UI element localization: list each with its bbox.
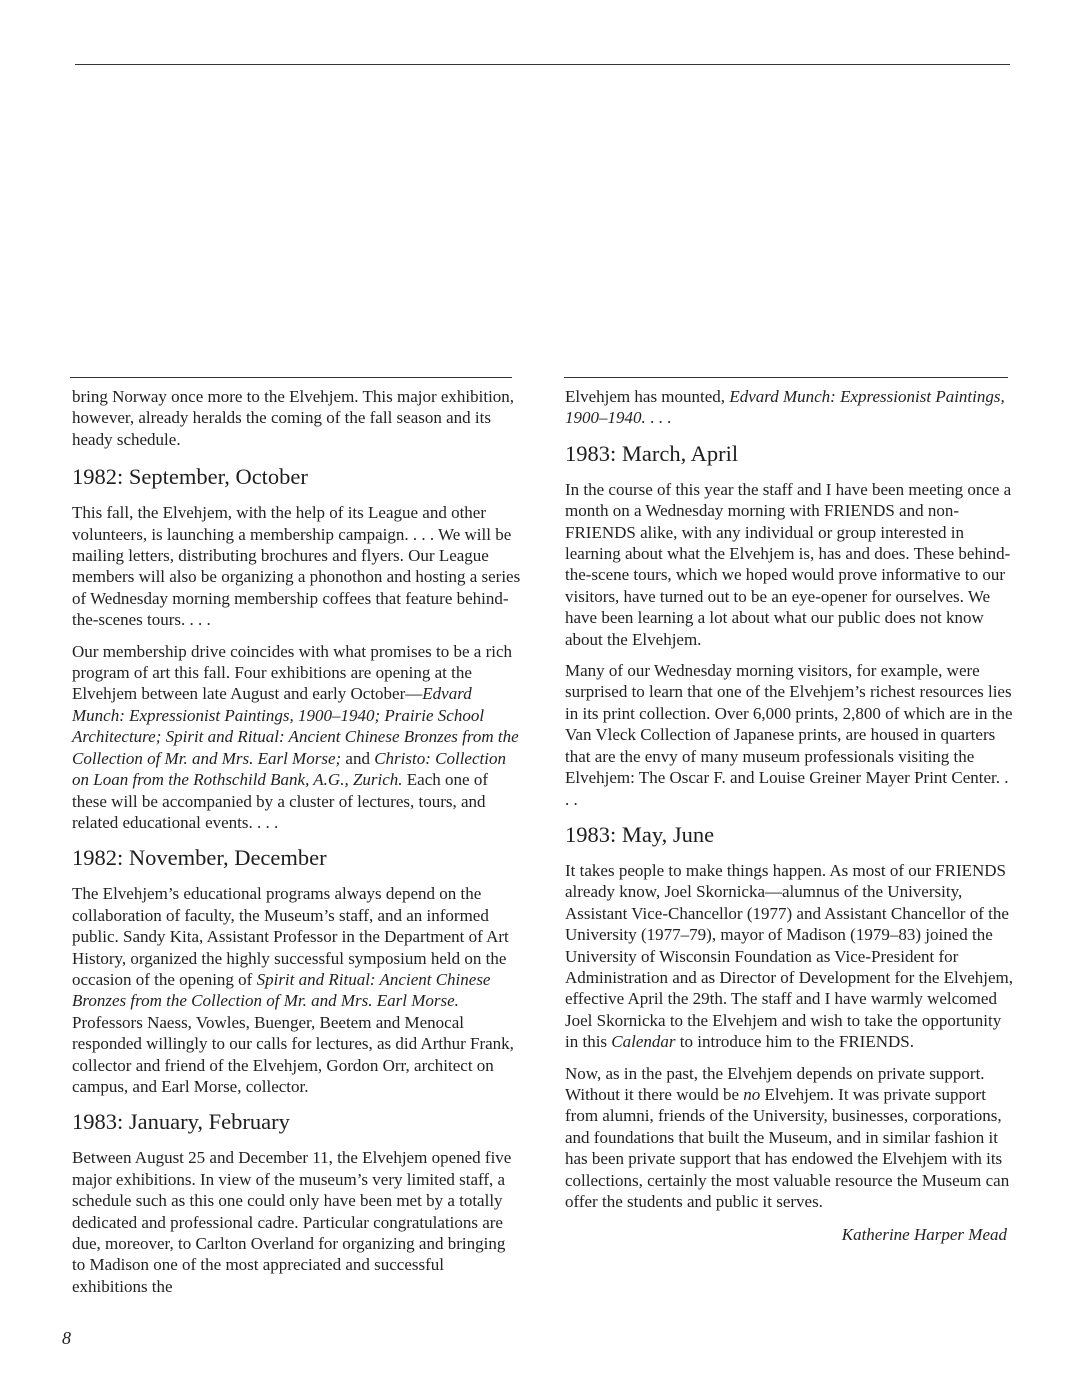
heading-1983-mar-apr: 1983: March, April: [565, 440, 739, 466]
paragraph-exhibitions: Between August 25 and December 11, the Elvehjem opened five major exhibitions. In view of the museum’s very limited staff, a schedule such as this one could only have been met by a totally dedicated and professional cadre. Particular congratulations are due, moreover, to Carlton Overland for organizing and bringing to Madison one of the most appreciated and successful exhibitions the: [72, 1148, 512, 1296]
heading-1982-nov-dec: 1982: November, December: [72, 845, 327, 871]
paragraph-membership: This fall, the Elvehjem, with the help of its League and other volunteers, is launching a membership campaign. . . . We will be mailing letters, distributing brochures and flyers. Our League members will also be organizing a phonothon and hosting a series of Wednesday morning membership coffees that feature behind-the-scenes tours. . . .: [72, 503, 521, 630]
calendar-title: Calendar: [611, 1032, 676, 1052]
paragraph-prints: Many of our Wednesday morning visitors, for example, were surprised to learn that one of the Elvehjem’s richest resources lies in its print collection. Over 6,000 prints, 2,800 of which are in the Van Vleck Collection of Japanese prints, are housed in quarters that are the envy of many museum professionals visiting the Elvehjem: The Oscar F. and Louise Greiner Mayer Print Center. . . .: [565, 661, 1013, 809]
signature: Katherine Harper Mead: [841, 1225, 1007, 1245]
munch-title: Edvard Munch: Expressionist Paintings, 1900–1940.: [565, 387, 1005, 428]
spirit-ritual-title: Spirit and Ritual: Ancient Chinese Bronzes from the Collection of Mr. and Mrs. Earl Morse.: [72, 969, 491, 1011]
heading-1983-jan-feb: 1983: January, February: [72, 1109, 290, 1135]
right-column-rule: [564, 377, 1008, 378]
christo-title: Christo: Collection on Loan from the Rothschild Bank, A.G., Zurich.: [72, 748, 506, 790]
paragraph-continuation: Elvehjem has mounted, Edvard Munch: Expressionist Paintings, 1900–1940. . . .: [565, 387, 1005, 428]
no-emphasis: no: [743, 1084, 761, 1104]
paragraph-people: It takes people to make things happen. As most of our FRIENDS already know, Joel Skornicka—alumnus of the University, Assistant Vice-Chancellor (1977) and Assistant Chancellor of the University (1977–79), mayor of Madison (1979–83) joined the University of Wisconsin Foundation as Vice-President for Administration and as Director of Development for the Elvehjem, effective April the 29th. The staff and I have warmly welcomed Joel Skornicka to the Elvehjem and wish to take the opportunity in this Calendar to introduce him to the FRIENDS.: [565, 860, 1014, 1052]
heading-1982-sep-oct: 1982: September, October: [72, 464, 308, 490]
top-rule: [75, 64, 1010, 65]
paragraph-support: Now, as in the past, the Elvehjem depends on private support. Without it there would be no Elvehjem. It was private support from alumni, friends of the University, businesses, corporations, and foundations that built the Museum, and in similar fashion it has been private support that has endowed the Elvehjem with its collections, certainly the most valuable resource the Museum can offer the students and public it serves.: [565, 1063, 1010, 1211]
paragraph-program: Our membership drive coincides with what promises to be a rich program of art this fall. Four exhibitions are opening at the Elvehjem between late August and early October—Edvard Munch: Expressionist Paintings, 1900–1940; Prairie School Architecture; Spirit and Ritual: Ancient Chinese Bronzes from the Collection of Mr. and Mrs. Earl Morse; and Christo: Collection on Loan from the Rothschild Bank, A.G., Zurich. Each one of these will be accompanied by a cluster of lectures, tours, and related educational events. . . .: [72, 641, 519, 832]
paragraph-tours: In the course of this year the staff and I have been meeting once a month on a Wednesday morning with FRIENDS and non-FRIENDS alike, with any individual or group interested in learning about what the Elvehjem is, has and does. These behind-the-scene tours, which we hoped would prove informative to our visitors, have turned out to be an eye-opener for ourselves. We have been learning a lot about what our public does not know about the Elvehjem.: [565, 479, 1012, 649]
left-column: [72, 386, 522, 1307]
exhibition-titles: Edvard Munch: Expressionist Paintings, 1900–1940; Prairie School Architecture; Spirit and Ritual: Ancient Chinese Bronzes from the Collection of Mr. and Mrs. Earl Morse;: [72, 684, 519, 768]
heading-1983-may-jun: 1983: May, June: [565, 821, 715, 847]
page-number: 8: [62, 1328, 71, 1348]
paragraph-intro: bring Norway once more to the Elvehjem. This major exhibition, however, already heralds the coming of the fall season and its heady schedule.: [72, 387, 515, 449]
paragraph-education: The Elvehjem’s educational programs always depend on the collaboration of faculty, the Museum’s staff, and an informed public. Sandy Kita, Assistant Professor in the Department of Art History, organized the highly successful symposium held on the occasion of the opening of Spirit and Ritual: Ancient Chinese Bronzes from the Collection of Mr. and Mrs. Earl Morse. Professors Naess, Vowles, Buenger, Beetem and Menocal responded willingly to our calls for lectures, as did Arthur Frank, collector and friend of the Elvehjem, Gordon Orr, architect on campus, and Earl Morse, collector.: [72, 884, 514, 1096]
right-column: [565, 386, 1013, 1246]
left-column-rule: [70, 377, 512, 378]
